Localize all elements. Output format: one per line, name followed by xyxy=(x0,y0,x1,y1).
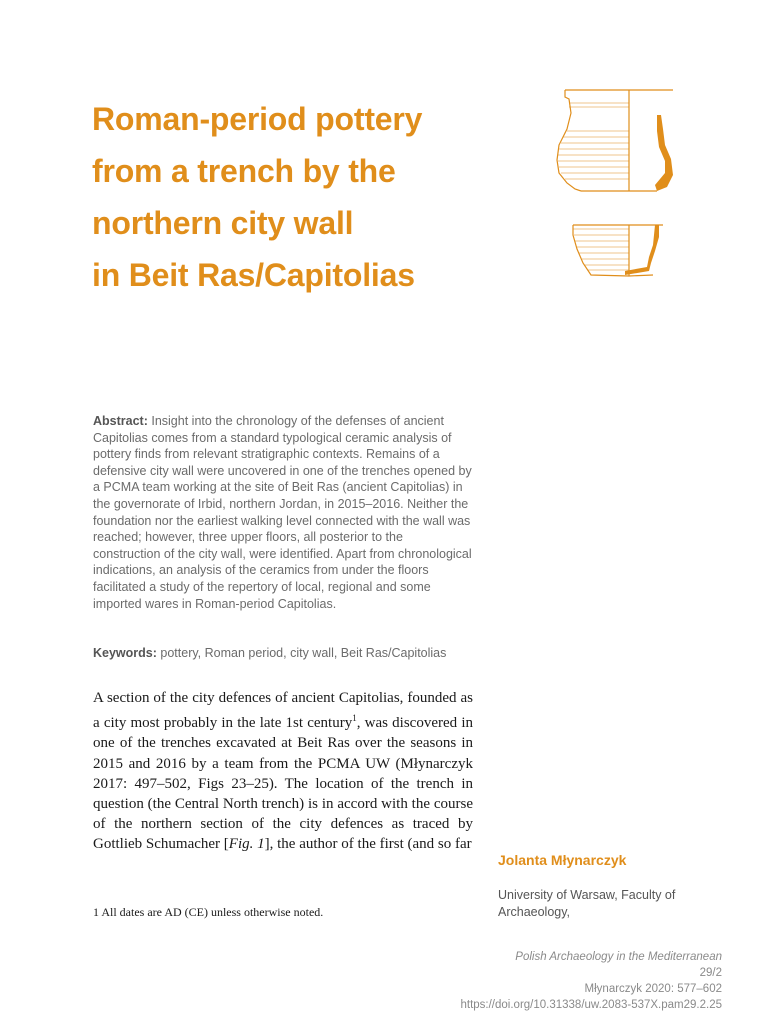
journal-name: Polish Archaeology in the Mediterranean xyxy=(515,951,722,963)
abstract-text: Insight into the chronology of the defenses of ancient Capitolias comes from a standard typological ceramic analysis of pottery finds from relevant stratigraphic contexts. Remains of a defensive city wall were uncovered in one of the trenches opened by a PCMA team working at the site of Beit Ras (ancient Capitolias) in the governorate of Irbid, northern Jordan, in 2015–2016. Neither the foundation nor the earliest walking level connected with the wall was reached; however, three upper floors, all posterior to the construction of the city wall, were identified. Apart from chronological indications, an analysis of the ceramics from under the floors facilitated a study of the repertory of local, regional and some imported wares in Roman-period Capitolias. xyxy=(93,414,472,611)
citation-journal-line xyxy=(402,949,722,981)
title-line-3: northern city wall xyxy=(92,205,354,241)
pottery-profile-drawing-icon xyxy=(553,85,683,290)
abstract-label: Abstract: xyxy=(93,414,148,428)
abstract xyxy=(93,413,473,612)
author-name: Jolanta Młynarczyk xyxy=(498,852,627,868)
keywords xyxy=(93,645,483,662)
citation-pages: Młynarczyk 2020: 577–602 xyxy=(584,983,722,995)
keywords-text: pottery, Roman period, city wall, Beit Ras/Capitolias xyxy=(160,646,447,660)
title-line-1: Roman-period pottery xyxy=(92,101,423,137)
body-text-part-3: ], the author of the first (and so far xyxy=(264,836,472,853)
doi-link[interactable]: https://doi.org/10.31338/uw.2083-537X.pam29.2.25 xyxy=(460,999,722,1011)
footnote: 1 All dates are AD (CE) unless otherwise noted. xyxy=(93,905,324,919)
body-text-part-1: A section of the city defences of ancient Capitolias, founded as a city most probably in the late 1st century xyxy=(93,690,473,732)
journal-volume: 29/2 xyxy=(699,967,722,979)
author-affiliation: University of Warsaw, Faculty of Archaeology, xyxy=(498,888,676,919)
footnote-marker[interactable]: 1 xyxy=(352,713,357,724)
article-title xyxy=(92,93,512,301)
citation-block xyxy=(402,949,722,1013)
title-line-4: in Beit Ras/Capitolias xyxy=(92,257,415,293)
figure-reference-link[interactable]: Fig. 1 xyxy=(228,836,265,853)
title-line-2: from a trench by the xyxy=(92,153,396,189)
body-text-part-2: , was discovered in one of the trenches excavated at Beit Ras over the seasons in 2015 and 2016 by a team from the PCMA UW (Młynarczyk 2017: 497–502, Figs 23–25). The location of the trench in question (the Central North trench) is in accord with the course of the northern section of the city defences as traced by Gottlieb Schumacher [ xyxy=(93,715,473,853)
body-paragraph xyxy=(93,688,473,855)
keywords-label: Keywords: xyxy=(93,646,157,660)
